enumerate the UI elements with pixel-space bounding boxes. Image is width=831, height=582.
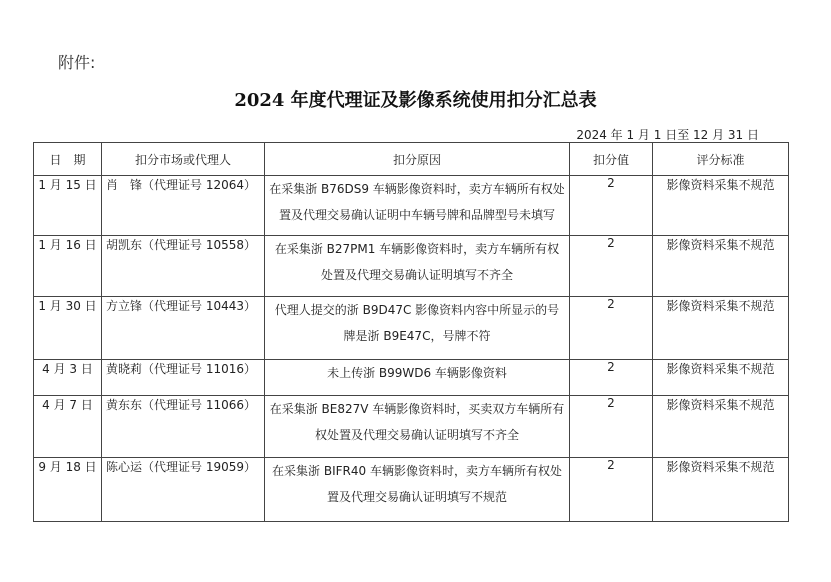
cell-standard: 影像资料采集不规范 [653, 360, 789, 396]
cell-score: 2 [570, 176, 653, 236]
cell-score: 2 [570, 236, 653, 297]
cell-reason: 在采集浙 B27PM1 车辆影像资料时，卖方车辆所有权处置及代理交易确认证明填写不齐全 [265, 236, 570, 297]
cell-reason: 在采集浙 B76DS9 车辆影像资料时，卖方车辆所有权处置及代理交易确认证明中车辆号牌和品牌型号未填写 [265, 176, 570, 236]
table-row [34, 458, 789, 522]
column-header-reason: 扣分原因 [265, 143, 570, 176]
cell-reason: 在采集浙 BE827V 车辆影像资料时，买卖双方车辆所有权处置及代理交易确认证明填写不齐全 [265, 396, 570, 458]
table-row [34, 236, 789, 297]
table-row [34, 297, 789, 360]
cell-agent: 方立锋（代理证号 10443） [102, 297, 265, 360]
deduction-summary-table [33, 142, 789, 522]
attachment-label: 附件: [58, 53, 96, 72]
date-range: 2024 年 1 月 1 日至 12 月 31 日 [576, 128, 759, 142]
cell-agent: 肖 锋（代理证号 12064） [102, 176, 265, 236]
cell-agent: 陈心运（代理证号 19059） [102, 458, 265, 522]
cell-score: 2 [570, 297, 653, 360]
cell-date: 4 月 7 日 [34, 396, 102, 458]
cell-date: 1 月 30 日 [34, 297, 102, 360]
column-header-date: 日 期 [34, 143, 102, 176]
column-header-agent: 扣分市场或代理人 [102, 143, 265, 176]
cell-date: 1 月 15 日 [34, 176, 102, 236]
table-row [34, 360, 789, 396]
column-header-standard: 评分标准 [653, 143, 789, 176]
cell-agent: 胡凯东（代理证号 10558） [102, 236, 265, 297]
document-title: 2024 年度代理证及影像系统使用扣分汇总表 [234, 90, 597, 111]
cell-date: 4 月 3 日 [34, 360, 102, 396]
cell-standard: 影像资料采集不规范 [653, 297, 789, 360]
cell-agent: 黄东东（代理证号 11066） [102, 396, 265, 458]
cell-standard: 影像资料采集不规范 [653, 458, 789, 522]
column-header-score: 扣分值 [570, 143, 653, 176]
cell-date: 1 月 16 日 [34, 236, 102, 297]
cell-agent: 黄晓莉（代理证号 11016） [102, 360, 265, 396]
cell-score: 2 [570, 458, 653, 522]
cell-reason: 未上传浙 B99WD6 车辆影像资料 [265, 360, 570, 396]
cell-standard: 影像资料采集不规范 [653, 236, 789, 297]
cell-score: 2 [570, 396, 653, 458]
table-row [34, 176, 789, 236]
cell-standard: 影像资料采集不规范 [653, 176, 789, 236]
cell-standard: 影像资料采集不规范 [653, 396, 789, 458]
table-row [34, 396, 789, 458]
cell-score: 2 [570, 360, 653, 396]
cell-reason: 在采集浙 BIFR40 车辆影像资料时，卖方车辆所有权处置及代理交易确认证明填写不规范 [265, 458, 570, 522]
cell-date: 9 月 18 日 [34, 458, 102, 522]
table-header-row [34, 143, 789, 176]
cell-reason: 代理人提交的浙 B9D47C 影像资料内容中所显示的号牌是浙 B9E47C，号牌不符 [265, 297, 570, 360]
